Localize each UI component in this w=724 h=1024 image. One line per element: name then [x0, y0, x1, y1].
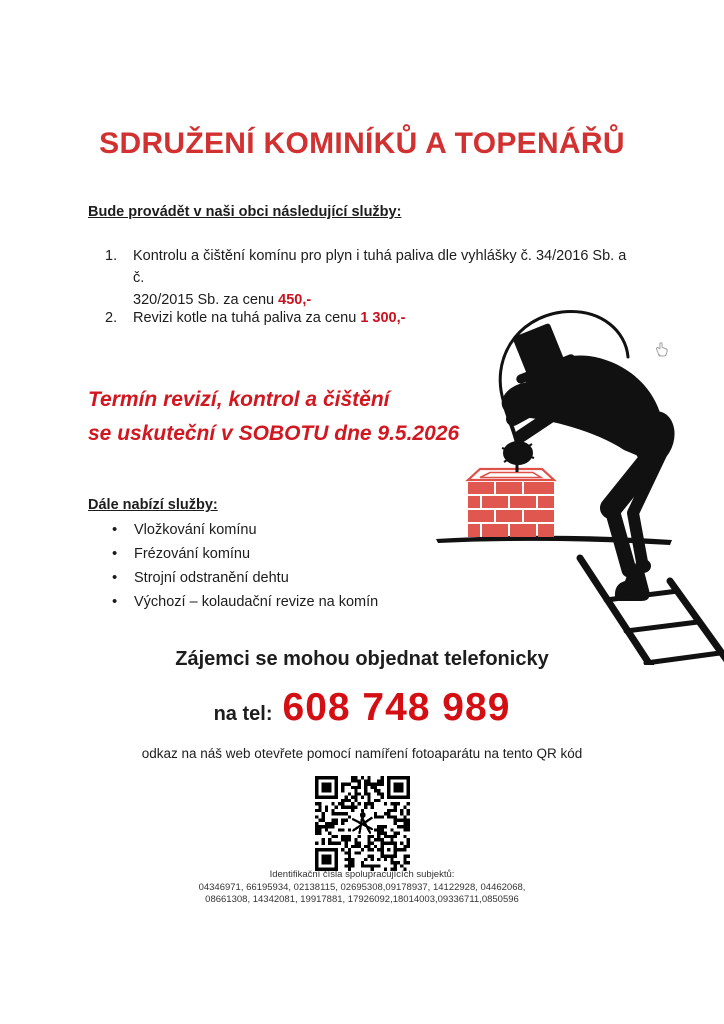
term-notice-line-1: Termín revizí, kontrol a čištění	[88, 388, 390, 411]
term-notice	[88, 383, 459, 451]
phone-number: 608 748 989	[282, 686, 511, 729]
list-item	[112, 518, 378, 542]
phone-label: na tel:	[213, 703, 273, 725]
list-item	[112, 566, 378, 590]
ids-line-2: 08661308, 14342081, 19917881, 17926092,18014003,09336711,0850596	[205, 894, 519, 905]
qr-code-image	[315, 776, 410, 871]
chimney-sweep-image	[430, 300, 724, 665]
services-heading: Bude provádět v naši obci následující služby:	[88, 204, 402, 220]
chimney-brush	[502, 442, 534, 464]
service-item-2	[105, 307, 630, 329]
ids-line-1: 04346971, 66195934, 02138115, 02695308,09178937, 14122928, 04462068,	[198, 881, 526, 893]
item-text	[133, 245, 630, 311]
qr-code	[315, 776, 410, 871]
item-number: 1.	[105, 248, 118, 264]
chimney-sweep-illustration	[430, 300, 724, 665]
brick-chimney	[468, 469, 554, 537]
list-item	[112, 590, 378, 614]
hand-pointer-cursor-icon	[652, 340, 672, 360]
item-1-line-2: 320/2015 Sb. za cenu	[133, 292, 275, 308]
extra-services-heading: Dále nabízí služby:	[88, 497, 218, 513]
item-1-price: 450,-	[278, 292, 312, 308]
list-item	[112, 542, 378, 566]
term-notice-line-2: se uskuteční v SOBOTU dne 9.5.2026	[88, 422, 460, 445]
item-1-line-1: Kontrolu a čištění komínu pro plyn i tuhá paliva dle vyhlášky č. 34/2016 Sb. a č.	[133, 248, 627, 286]
ids-heading: Identifikační čísla spolupracujících subjektů:	[269, 869, 455, 880]
list-item-label: • Strojní odstranění dehtu	[134, 570, 289, 586]
item-text	[133, 307, 405, 329]
list-item-label: • Výchozí – kolaudační revize na komín	[134, 594, 379, 610]
qr-instruction: odkaz na náš web otevřete pomocí namíření fotoaparátu na tento QR kód	[141, 746, 583, 761]
partner-ids	[0, 869, 724, 907]
item-2-price: 1 300,-	[360, 310, 406, 326]
list-item-label: • Frézování komínu	[134, 546, 251, 562]
page-title: SDRUŽENÍ KOMINÍKŮ A TOPENÁŘŮ	[99, 127, 625, 160]
service-item-1	[105, 245, 630, 311]
extra-services-list	[112, 518, 378, 614]
order-line: Zájemci se mohou objednat telefonicky	[175, 648, 549, 670]
phone-row	[0, 686, 724, 730]
list-item-label: • Vložkování komínu	[134, 522, 257, 538]
item-number: 2.	[105, 310, 118, 326]
item-2-text: Revizi kotle na tuhá paliva za cenu	[133, 310, 357, 326]
